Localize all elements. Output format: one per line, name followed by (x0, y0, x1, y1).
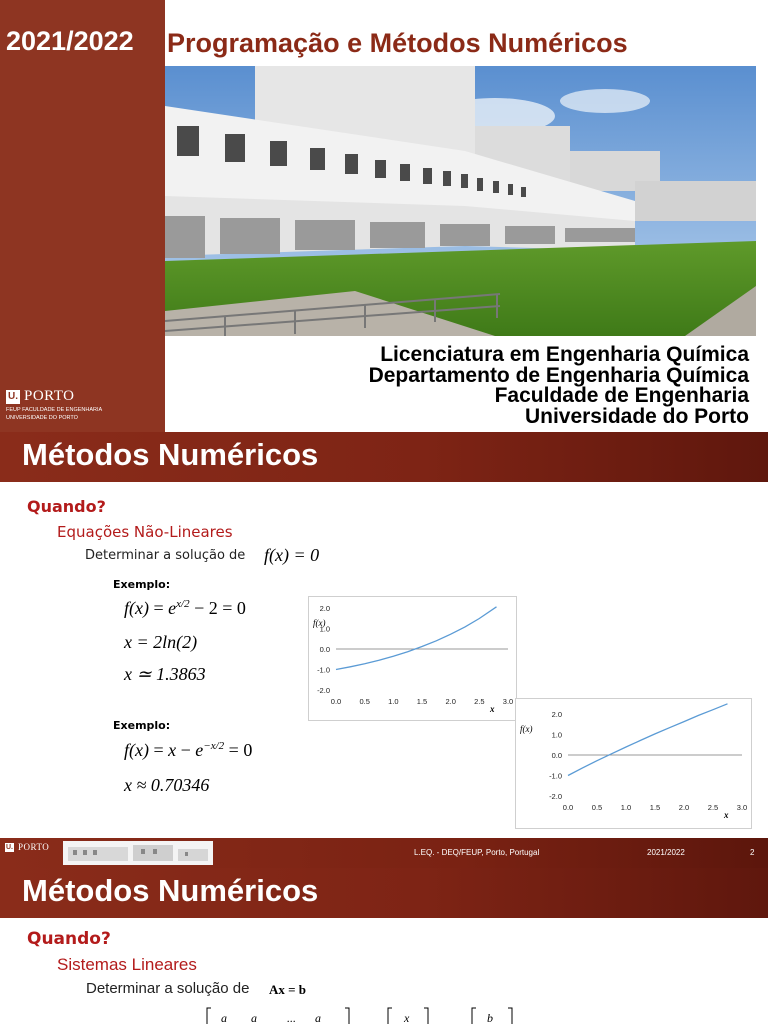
uporto-logo-mark: U. (8, 391, 18, 402)
x-tick-label: 1.5 (416, 697, 428, 706)
feup-logo-subtitle: FEUP FACULDADE DE ENGENHARIA (6, 407, 103, 413)
title-slide (0, 0, 768, 432)
svg-text:...: ... (287, 1011, 296, 1024)
y-tick-label: 1.0 (551, 730, 562, 740)
example1-solution-approx: x ≃ 1.3863 (124, 664, 206, 684)
chart-exp-svg (309, 597, 516, 720)
chart-exp-function (308, 596, 517, 721)
uporto-logo (6, 388, 116, 421)
y-tick-label: 0.0 (319, 645, 330, 654)
institution-lines (369, 345, 749, 427)
y-tick-label: -1.0 (549, 771, 562, 781)
uporto-logo-subtitle: UNIVERSIDADE DO PORTO (6, 415, 78, 421)
university-line: Universidade do Porto (524, 404, 749, 428)
x-tick-label: 3.0 (502, 697, 514, 706)
x-axis-label: x (724, 810, 729, 820)
title-sidebar (0, 0, 165, 432)
x-tick-label: 3.0 (736, 803, 748, 812)
example1-solution-exact: x = 2ln(2) (124, 632, 198, 652)
x-tick-label: 0.0 (330, 697, 342, 706)
series-line (568, 704, 728, 776)
x-tick-label: 1.0 (620, 803, 632, 812)
example2-equation: $f(x) = x - e^{-x/2} = 0$ (124, 740, 253, 760)
y-tick-label: 0.0 (551, 751, 562, 760)
footer-course-text: L.EQ. - DEQ/FEUP, Porto, Portugal (414, 848, 540, 857)
faculty-line: Faculdade de Engenharia (494, 384, 749, 407)
x-axis-label: x (490, 704, 495, 714)
slide-nonlinear-equations (0, 432, 768, 868)
svg-text:a: a (251, 1011, 257, 1024)
x-tick-label: 2.5 (474, 697, 485, 706)
x-tick-label: 2.0 (445, 697, 456, 706)
topic-heading: Equações Não-Lineares (57, 523, 233, 541)
slide-header (0, 432, 768, 482)
determine-text: Determinar a solução de (86, 980, 250, 997)
x-tick-label: 0.0 (562, 803, 574, 812)
footer-uporto-logo (5, 842, 60, 852)
example-label: Exemplo: (113, 578, 171, 591)
slide-header (0, 868, 768, 918)
question-heading: Quando? (27, 929, 111, 949)
footer-page-number: 2 (750, 848, 755, 857)
academic-year: 2021/2022 (6, 26, 134, 56)
svg-text:a: a (315, 1011, 321, 1024)
footer-year: 2021/2022 (647, 848, 685, 857)
x-tick-label: 2.0 (678, 803, 690, 812)
y-tick-label: -1.0 (317, 665, 330, 675)
slide-linear-systems (0, 868, 768, 1024)
course-title: Programação e Métodos Numéricos (167, 28, 628, 58)
svg-text:x: x (404, 1011, 410, 1024)
question-heading: Quando? (27, 497, 106, 516)
example-label: Exemplo: (113, 719, 171, 732)
determine-equation: Ax = b (269, 982, 307, 997)
determine-text: Determinar a solução de (85, 548, 246, 563)
y-tick-label: 2.0 (319, 604, 330, 613)
department-line: Departamento de Engenharia Química (368, 363, 749, 387)
y-tick-label: 2.0 (551, 710, 562, 719)
svg-text:b: b (487, 1011, 493, 1024)
uporto-logo-name: PORTO (24, 388, 75, 404)
y-tick-label: 1.0 (319, 624, 330, 634)
footer-logo-mark: U. (6, 843, 13, 851)
chart-root-function (515, 698, 752, 829)
footer-campus-thumbnail (63, 841, 213, 865)
footer-logo-name: PORTO (18, 842, 50, 852)
slide-title: Métodos Numéricos (22, 873, 319, 908)
example2-solution-approx: x ≈ 0.70346 (124, 775, 210, 795)
chart-root-svg (516, 699, 751, 828)
x-tick-label: 1.5 (649, 803, 661, 812)
x-tick-label: 2.5 (707, 803, 719, 812)
example1-equation: $f(x) = e^{x/2} - 2 = 0$ (124, 598, 246, 618)
x-tick-label: 1.0 (388, 697, 399, 706)
slide-footer (0, 838, 768, 868)
campus-photo (165, 66, 756, 336)
slide-title: Métodos Numéricos (22, 437, 319, 472)
x-tick-label: 0.5 (591, 803, 603, 812)
determine-equation: f(x) = 0 (264, 545, 320, 565)
topic-heading: Sistemas Lineares (57, 955, 197, 974)
matrix-equation-partial (195, 1006, 525, 1024)
y-tick-label: -2.0 (549, 792, 562, 801)
y-axis-label: f(x) (520, 724, 533, 734)
series-line (336, 607, 497, 670)
y-tick-label: -2.0 (317, 686, 330, 695)
x-tick-label: 0.5 (359, 697, 370, 706)
degree-line: Licenciatura em Engenharia Química (380, 343, 749, 366)
svg-text:a: a (221, 1011, 227, 1024)
y-axis-label: f(x) (313, 618, 326, 628)
